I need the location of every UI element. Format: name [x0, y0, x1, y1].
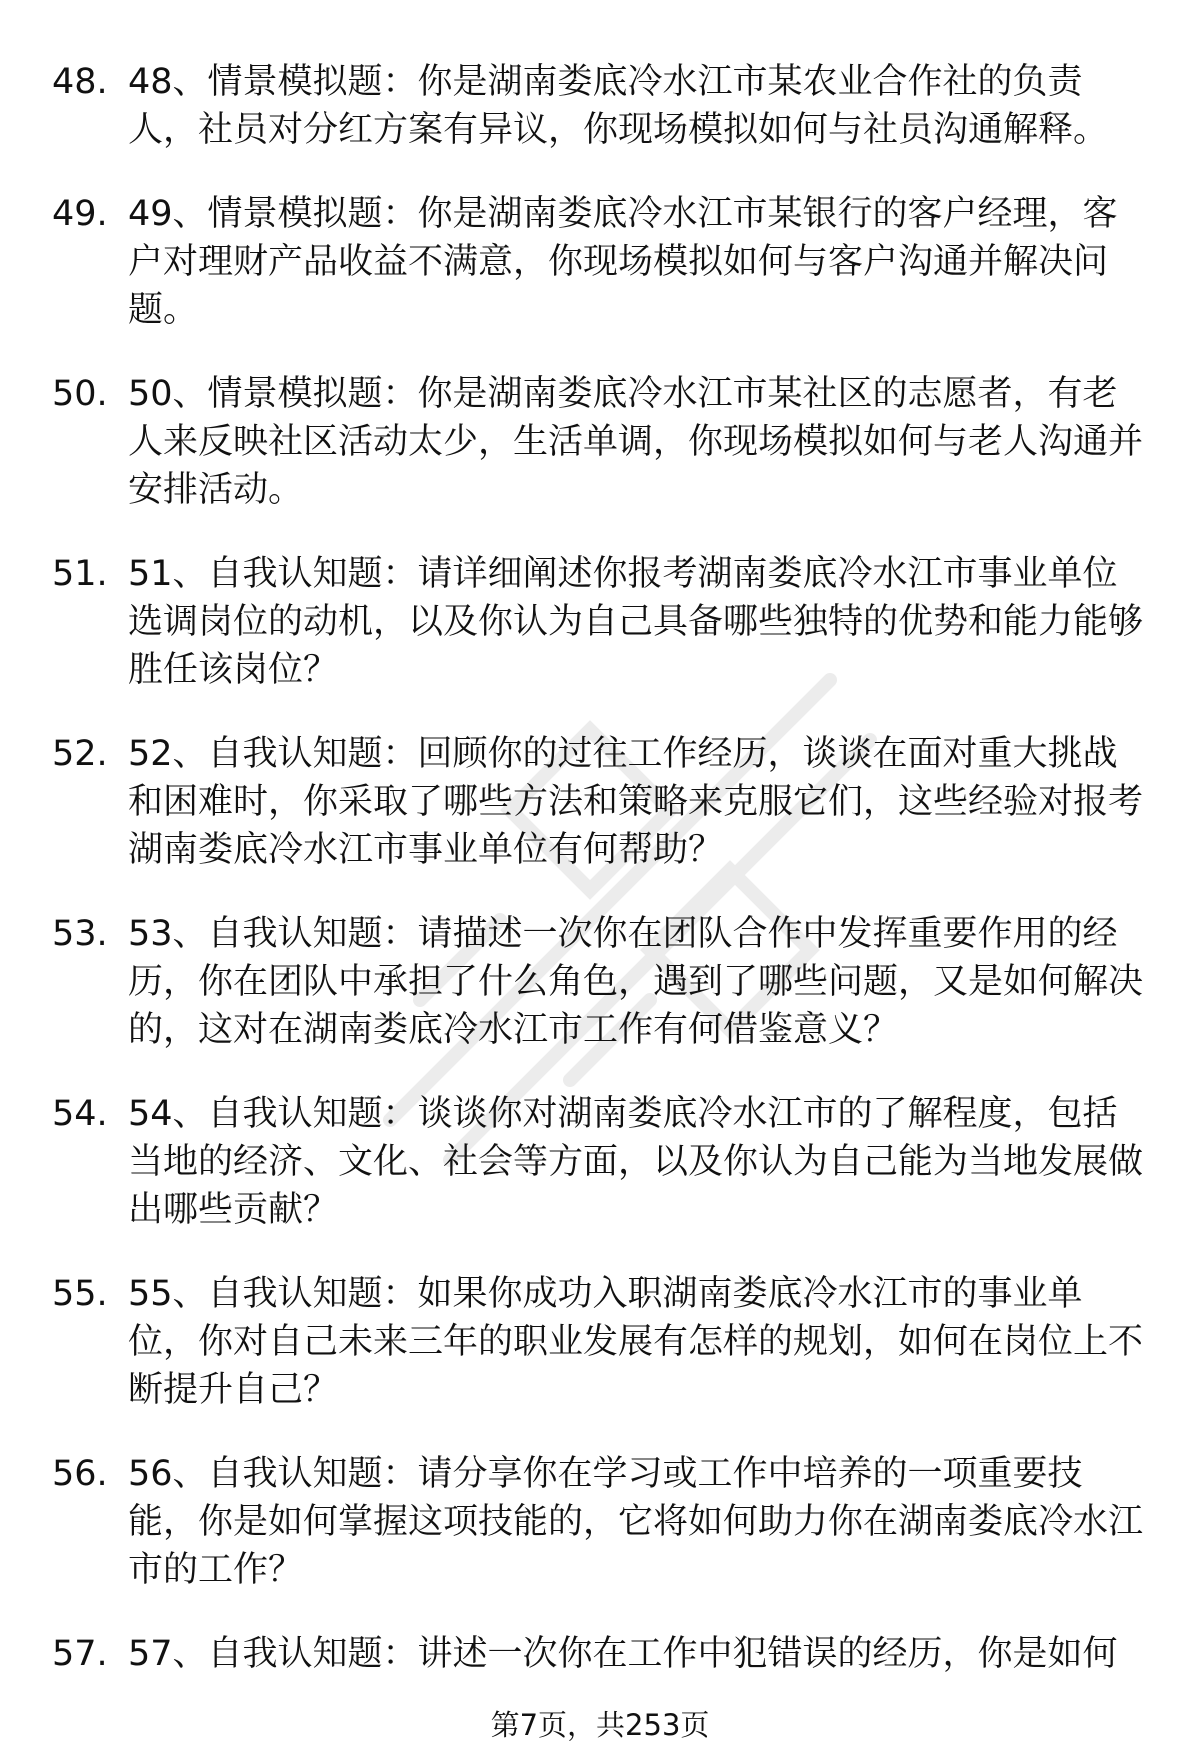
question-list — [52, 58, 1152, 1714]
list-item — [52, 370, 1152, 514]
list-item — [52, 1090, 1152, 1234]
question-text: 49、情景模拟题：你是湖南娄底冷水江市某银行的客户经理，客户对理财产品收益不满意，你现场模拟如何与客户沟通并解决问题。 — [128, 194, 1118, 330]
page-footer — [0, 1705, 1200, 1745]
question-text: 52、自我认知题：回顾你的过往工作经历，谈谈在面对重大挑战和困难时，你采取了哪些方法和策略来克服它们，这些经验对报考湖南娄底冷水江市事业单位有何帮助？ — [128, 734, 1144, 870]
question-number: 48. — [52, 62, 108, 102]
question-number: 52. — [52, 734, 108, 774]
list-item — [52, 910, 1152, 1054]
list-item — [52, 1270, 1152, 1414]
page-number-label: 第7页，共253页 — [490, 1708, 710, 1742]
question-text: 55、自我认知题：如果你成功入职湖南娄底冷水江市的事业单位，你对自己未来三年的职业发展有怎样的规划，如何在岗位上不断提升自己？ — [128, 1274, 1144, 1410]
question-number: 54. — [52, 1094, 108, 1134]
list-item — [52, 58, 1152, 154]
list-item — [52, 1450, 1152, 1594]
list-item — [52, 550, 1152, 694]
question-number: 53. — [52, 914, 108, 954]
question-number: 56. — [52, 1454, 108, 1494]
list-item — [52, 190, 1152, 334]
question-number: 50. — [52, 374, 108, 414]
list-item — [52, 1630, 1152, 1678]
question-number: 57. — [52, 1634, 108, 1674]
question-text: 48、情景模拟题：你是湖南娄底冷水江市某农业合作社的负责人，社员对分红方案有异议，你现场模拟如何与社员沟通解释。 — [128, 62, 1109, 150]
question-text: 56、自我认知题：请分享你在学习或工作中培养的一项重要技能，你是如何掌握这项技能的，它将如何助力你在湖南娄底冷水江市的工作？ — [128, 1454, 1144, 1590]
question-number: 55. — [52, 1274, 108, 1314]
question-text: 54、自我认知题：谈谈你对湖南娄底冷水江市的了解程度，包括当地的经济、文化、社会等方面，以及你认为自己能为当地发展做出哪些贡献？ — [128, 1094, 1144, 1230]
question-text: 51、自我认知题：请详细阐述你报考湖南娄底冷水江市事业单位选调岗位的动机，以及你认为自己具备哪些独特的优势和能力能够胜任该岗位？ — [128, 554, 1144, 690]
question-text: 50、情景模拟题：你是湖南娄底冷水江市某社区的志愿者，有老人来反映社区活动太少，生活单调，你现场模拟如何与老人沟通并安排活动。 — [128, 374, 1144, 510]
question-text: 57、自我认知题：讲述一次你在工作中犯错误的经历，你是如何 — [128, 1634, 1118, 1674]
list-item — [52, 730, 1152, 874]
question-number: 49. — [52, 194, 108, 234]
question-number: 51. — [52, 554, 108, 594]
question-text: 53、自我认知题：请描述一次你在团队合作中发挥重要作用的经历，你在团队中承担了什么角色，遇到了哪些问题，又是如何解决的，这对在湖南娄底冷水江市工作有何借鉴意义？ — [128, 914, 1144, 1050]
